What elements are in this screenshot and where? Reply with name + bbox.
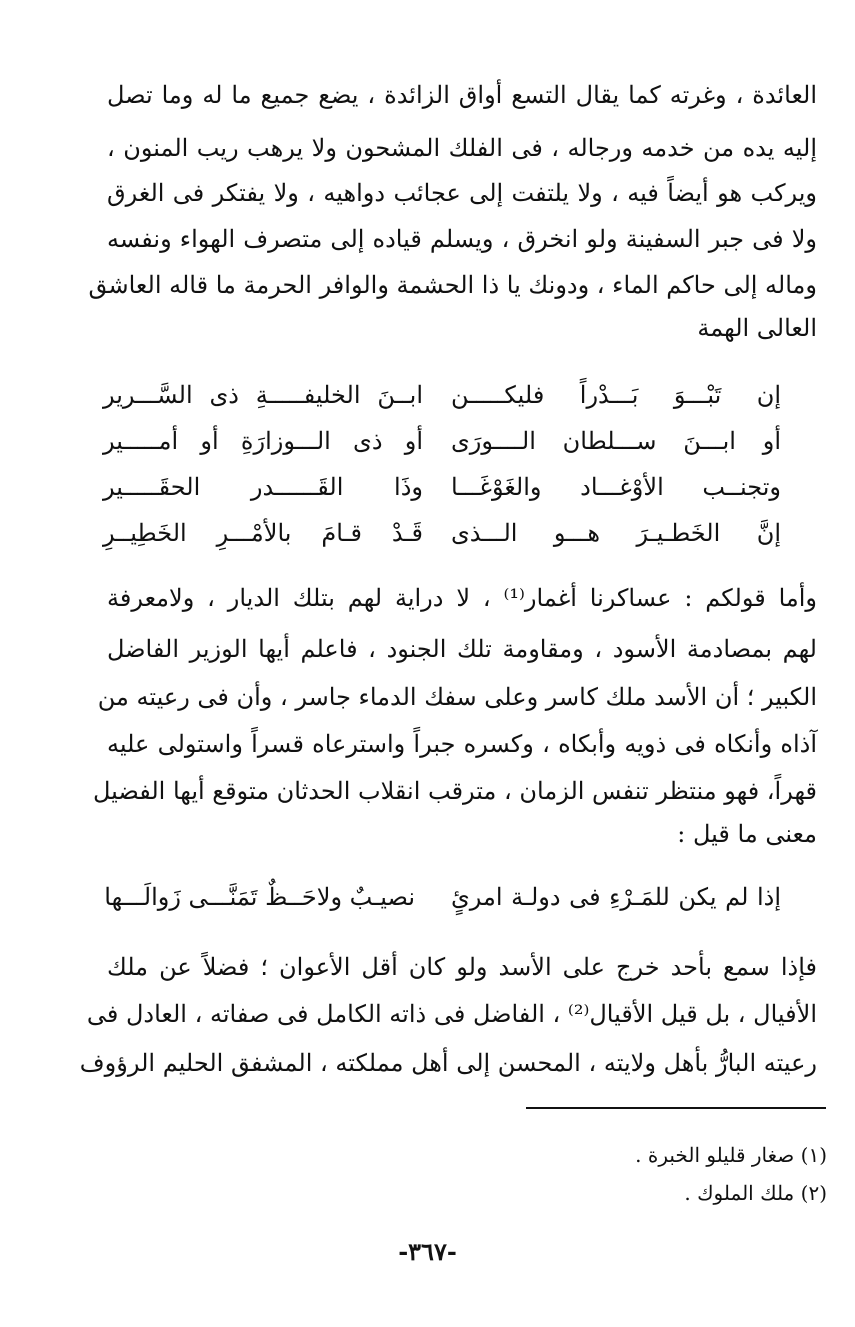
paragraph3-line-3: رعيته البارُّ بأهل ولايته ، المحسن إلى أهل مملكته ، المشفق الحليم الرؤوف [79,1049,817,1077]
paragraph3-line-2: الأفيال ، بل قيل الأقيال⁽²⁾ ، الفاضل فى ذاته الكامل فى صفاته ، العادل فى [86,1000,817,1028]
poem1-verse-3-second: وذَا القَــــــدر الحقَـــــير [103,473,423,501]
paragraph2-line-6: معنى ما قيل : [677,820,817,848]
paragraph2-line-4: آذاه وأنكاه فى ذويه وأبكاه ، وكسره جبراً واسترعاه قسراً واستولى عليه [107,730,817,758]
poem1-verse-4-first: إنَّ الخَطـيـرَ هـــو الـــذى [451,519,781,547]
poem1-verse-3-first: وتجنــب الأوْغـــاد والغَوْغَـــا [451,473,781,501]
paragraph1-line-2: إليه يده من خدمه ورجاله ، فى الفلك المشحون ولا يرهب ريب المنون ، [107,134,818,162]
poem2-second-hemistich: نصيـبٌ ولاحَــظٌ تَمَنَّـــى زَوالَـــها [104,883,415,911]
paragraph1-line-5: وماله إلى حاكم الماء ، ودونك يا ذا الحشمة والوافر الحرمة ما قاله العاشق [88,271,817,299]
paragraph1-line-3: ويركب هو أيضاً فيه ، ولا يلتفت إلى عجائب دواهيه ، ولا يفتكر فى الغرق [107,179,818,207]
page-number: -٣٦٧- [398,1237,457,1266]
paragraph3-line-1: فإذا سمع بأحد خرج على الأسد ولو كان أقل الأعوان ؛ فضلاً عن ملك [107,953,817,981]
poem1-verse-4-second: قَـدْ قـامَ بالأمْـــرِ الخَطِيــرِ [103,519,423,547]
paragraph1-line-6: العالى الهمة [697,314,817,342]
paragraph2-line-1: وأما قولكم : عساكرنا أغمار⁽¹⁾ ، لا دراية لهم بتلك الديار ، ولامعرفة [107,584,817,612]
paragraph2-line-3: الكبير ؛ أن الأسد ملك كاسر وعلى سفك الدماء جاسر ، وأن فى رعيته من [97,683,817,711]
poem2-first-hemistich: إذا لم يكن للمَـرْءِ فى دولـة امرئٍ [451,883,781,911]
paragraph1-line-1: العائدة ، وغرته كما يقال التسع أواق الزائدة ، يضع جميع ما له وما تصل [107,81,817,109]
poem1-verse-2-first: أو ابـــنَ ســـلطان الــــورَى [451,427,781,455]
paragraph1-line-4: ولا فى جبر السفينة ولو انخرق ، ويسلم قياده إلى متصرف الهواء ونفسه [107,225,817,253]
poem1-verse-1-second: ابــنَ الخليفـــــةِ ذى السَّـــرير [103,381,423,409]
footnote-1: (١) صغار قليلو الخبرة . [635,1143,827,1167]
footnote-2: (٢) ملك الملوك . [684,1181,827,1205]
footnote-separator [526,1107,826,1109]
paragraph2-line-5: قهراً، فهو منتظر تنفس الزمان ، مترقب انقلاب الحدثان متوقع أيها الفضيل [92,777,817,805]
paragraph2-line-2: لهم بمصادمة الأسود ، ومقاومة تلك الجنود ، فاعلم أيها الوزير الفاضل [107,635,817,663]
poem1-verse-1-first: إن تَبْـــوَ بَـــدْراً فليكـــــن [451,381,781,409]
poem1-verse-2-second: أو ذى الـــوزارَةِ أو أمـــــير [103,427,423,455]
